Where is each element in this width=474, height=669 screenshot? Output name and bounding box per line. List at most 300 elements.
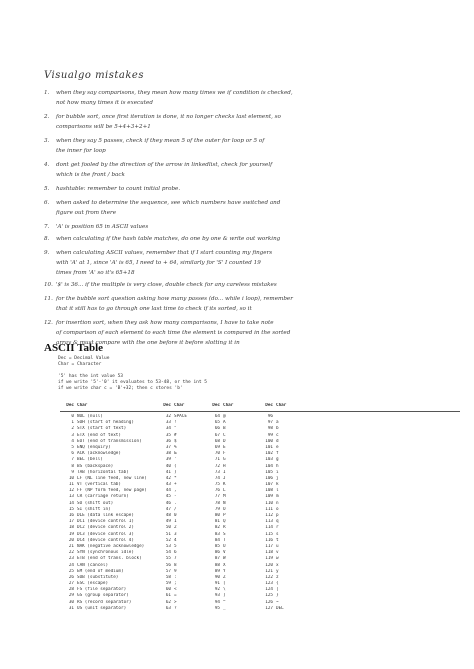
dec-cell: 6 — [71, 451, 74, 457]
char-cell: a — [276, 420, 279, 426]
char-cell: ; — [174, 581, 177, 587]
dec-cell: 114 — [265, 525, 273, 531]
notes-title: Visualgo mistakes — [44, 70, 144, 81]
dec-cell: 9 — [71, 469, 74, 475]
note-number: 1. — [44, 90, 50, 96]
char-cell: 7 — [174, 556, 177, 562]
char-cell: ` — [276, 414, 279, 419]
char-cell: 1 — [174, 519, 177, 525]
char-cell: s — [276, 531, 279, 537]
dec-cell: 43 — [165, 482, 171, 488]
char-cell: N — [223, 500, 226, 506]
char-cell: . — [174, 500, 177, 506]
note-number: 10. — [44, 282, 53, 288]
dec-cell: 24 — [68, 562, 74, 568]
dec-cell: 16 — [68, 513, 74, 518]
ascii-table-title: ASCII Table — [44, 342, 104, 354]
dec-cell: 53 — [165, 543, 171, 549]
dec-cell: 88 — [214, 562, 220, 568]
note-number: 9. — [44, 250, 50, 256]
char-cell: D — [223, 438, 226, 444]
ascii-examples — [58, 374, 207, 392]
char-cell: CR (carriage return) — [77, 494, 129, 500]
char-cell: e — [276, 444, 279, 450]
dec-cell: 126 — [265, 599, 273, 605]
char-cell: E — [223, 444, 226, 450]
column-header-char: Char — [223, 403, 234, 408]
dec-cell: 12 — [68, 488, 74, 494]
char-cell: $ — [174, 438, 177, 444]
dec-cell: 93 — [214, 593, 220, 599]
note-item — [44, 184, 460, 194]
char-cell: EOT (end of transmission) — [77, 438, 142, 444]
column-header-char: Char — [174, 403, 185, 408]
char-cell: Z — [223, 574, 226, 580]
dec-cell: 23 — [68, 556, 74, 562]
ascii-table — [60, 403, 460, 612]
char-cell: R — [223, 525, 226, 531]
dec-cell: 84 — [214, 537, 220, 543]
note-text: for insertion sort, when they ask how many comparisons, I have to take note of comparison of each element to each time the element is compared in the sorted array & must compare with the one before it before slotting it in — [56, 320, 291, 346]
column-header-char: Char — [276, 403, 287, 408]
char-cell: P — [223, 513, 226, 518]
dec-cell: 40 — [165, 463, 171, 469]
char-cell: V — [223, 550, 226, 556]
column-header-dec: Dec — [66, 403, 74, 408]
char-cell: } — [276, 593, 279, 599]
dec-cell: 42 — [165, 475, 171, 481]
dec-cell: 92 — [214, 587, 220, 593]
dec-cell: 125 — [265, 593, 273, 599]
dec-cell: 118 — [265, 550, 273, 556]
dec-cell: 81 — [214, 519, 220, 525]
dec-cell: 20 — [68, 537, 74, 543]
dec-cell: 109 — [265, 494, 273, 500]
note-item — [44, 160, 460, 180]
note-number: 6. — [44, 200, 50, 206]
dec-cell: 120 — [265, 562, 273, 568]
char-cell: " — [174, 426, 177, 432]
char-cell: t — [276, 537, 279, 543]
char-cell: & — [174, 451, 177, 457]
char-cell: W — [223, 556, 226, 562]
dec-cell: 30 — [68, 599, 74, 605]
char-cell: S — [223, 531, 226, 537]
char-cell: @ — [223, 414, 226, 419]
dec-cell: 116 — [265, 537, 273, 543]
dec-cell: 57 — [165, 568, 171, 574]
note-item — [44, 294, 460, 314]
char-cell: EM (end of medium) — [77, 568, 124, 574]
char-cell: CAN (cancel) — [77, 562, 109, 568]
char-cell: 9 — [174, 568, 177, 574]
dec-cell: 46 — [165, 500, 171, 506]
note-item — [44, 280, 460, 290]
dec-cell: 49 — [165, 519, 171, 525]
dec-cell: 44 — [165, 488, 171, 494]
char-cell: # — [174, 432, 177, 438]
note-item — [44, 222, 460, 232]
char-cell: ESC (escape) — [77, 581, 109, 587]
dec-cell: 91 — [214, 581, 220, 587]
char-cell: z — [276, 574, 279, 580]
dec-cell: 98 — [267, 426, 273, 432]
note-number: 12. — [44, 320, 53, 326]
dec-cell: 80 — [214, 513, 220, 518]
char-cell: Y — [223, 568, 226, 574]
note-number: 8. — [44, 236, 50, 242]
dec-cell: 123 — [265, 581, 273, 587]
char-cell: v — [276, 550, 279, 556]
char-cell: u — [276, 543, 279, 549]
char-cell: U — [223, 543, 226, 549]
dec-cell: 37 — [165, 444, 171, 450]
header-divider — [60, 411, 460, 412]
dec-cell: 33 — [165, 420, 171, 426]
char-cell: SPACE — [174, 414, 187, 419]
note-text: '$' is 36... if the multiple is very close, double check for any careless mistakes — [56, 282, 277, 288]
dec-cell: 97 — [267, 420, 273, 426]
note-item — [44, 198, 460, 218]
dec-cell: 56 — [165, 562, 171, 568]
char-cell: DC3 (device control 3) — [77, 531, 134, 537]
char-cell: 4 — [174, 537, 177, 543]
dec-cell: 19 — [68, 531, 74, 537]
note-item — [44, 248, 460, 278]
note-item — [44, 234, 460, 244]
char-cell: F — [223, 451, 226, 457]
char-cell: o — [276, 506, 279, 512]
note-number: 2. — [44, 114, 50, 120]
char-cell: * — [174, 475, 177, 481]
char-cell: Q — [223, 519, 226, 525]
char-cell: GS (group separator) — [77, 593, 129, 599]
dec-cell: 11 — [68, 482, 74, 488]
dec-cell: 0 — [71, 414, 74, 419]
char-cell: NAK (negative acknowledge) — [77, 543, 145, 549]
dec-cell: 3 — [71, 432, 74, 438]
dec-cell: 69 — [214, 444, 220, 450]
dec-cell: 31 — [68, 605, 74, 611]
example-line: if we write '5'-'0' it evaluates to 53-48, or the int 5 — [58, 380, 208, 385]
char-cell: ENQ (enquiry) — [77, 444, 111, 450]
dec-cell: 35 — [165, 432, 171, 438]
char-cell: ETB (end of trans. block) — [77, 556, 142, 562]
char-cell: c — [276, 432, 279, 438]
dec-cell: 62 — [165, 599, 171, 605]
char-cell: SYN (synchronous idle) — [77, 550, 134, 556]
dec-cell: 101 — [265, 444, 273, 450]
dec-cell: 122 — [265, 574, 273, 580]
dec-cell: 90 — [214, 574, 220, 580]
dec-cell: 105 — [265, 469, 273, 475]
char-cell: { — [276, 581, 279, 587]
char-cell: T — [223, 537, 226, 543]
char-cell: FF (NP form feed, new page) — [77, 488, 147, 494]
dec-cell: 77 — [214, 494, 220, 500]
note-text: for the bubble sort question asking how many passes (do... while i loop), remember that it still has to go through one last time to check if its sorted, so it — [56, 296, 293, 312]
char-cell: US (unit separator) — [77, 605, 127, 611]
char-cell: 5 — [174, 543, 177, 549]
dec-cell: 103 — [265, 457, 273, 463]
note-item — [44, 318, 460, 348]
dec-cell: 29 — [68, 593, 74, 599]
dec-cell: 13 — [68, 494, 74, 500]
char-cell: j — [276, 475, 279, 481]
dec-cell: 18 — [68, 525, 74, 531]
char-cell: NUL (null) — [77, 414, 103, 419]
char-cell: _ — [223, 605, 226, 611]
char-cell: ? — [174, 605, 177, 611]
char-cell: 0 — [174, 513, 177, 518]
note-text: when calculating ASCII values, remember that if I start counting my fingers with 'A' at 1, since 'A' is 65, I need to + 64, similarly for 'S' I counted 19 times from 'A' so it's 65+18 — [56, 250, 273, 276]
dec-cell: 5 — [71, 444, 74, 450]
dec-cell: 79 — [214, 506, 220, 512]
example-line: if we write char c = 'B'+32; then c stores 'b' — [58, 386, 183, 391]
dec-cell: 7 — [71, 457, 74, 463]
char-cell: DC1 (device control 1) — [77, 519, 134, 525]
dec-cell: 10 — [68, 475, 74, 481]
dec-cell: 100 — [265, 438, 273, 444]
char-cell: I — [223, 469, 226, 475]
char-cell: BEL (bell) — [77, 457, 103, 463]
char-cell: q — [276, 519, 279, 525]
char-cell: r — [276, 525, 279, 531]
char-cell: STX (start of text) — [77, 426, 127, 432]
note-text: hashtable: remember to count initial probe. — [56, 186, 181, 192]
dec-cell: 96 — [267, 414, 273, 419]
dec-cell: 58 — [165, 574, 171, 580]
char-cell: L — [223, 488, 226, 494]
note-text: when asked to determine the sequence, see which numbers have switched and figure out from there — [56, 200, 281, 216]
char-cell: H — [223, 463, 226, 469]
char-cell: , — [174, 488, 177, 494]
dec-cell: 85 — [214, 543, 220, 549]
dec-cell: 73 — [214, 469, 220, 475]
char-cell: % — [174, 444, 177, 450]
char-cell: 2 — [174, 525, 177, 531]
legend-line: Dec = Decimal Value — [58, 356, 110, 361]
dec-cell: 89 — [214, 568, 220, 574]
char-cell: y — [276, 568, 279, 574]
dec-cell: 113 — [265, 519, 273, 525]
char-cell: C — [223, 432, 226, 438]
char-cell: ACK (acknowledge) — [77, 451, 121, 457]
dec-cell: 71 — [214, 457, 220, 463]
note-number: 7. — [44, 224, 50, 230]
dec-cell: 72 — [214, 463, 220, 469]
dec-cell: 68 — [214, 438, 220, 444]
char-cell: / — [174, 506, 177, 512]
note-text: 'A' is position 65 in ASCII values — [56, 224, 149, 230]
note-text: when calculating if the hash table matches, do one by one & write out working — [56, 236, 281, 242]
dec-cell: 25 — [68, 568, 74, 574]
dec-cell: 21 — [68, 543, 74, 549]
dec-cell: 47 — [165, 506, 171, 512]
dec-cell: 112 — [265, 513, 273, 518]
char-cell: < — [174, 587, 177, 593]
char-cell: + — [174, 482, 177, 488]
dec-cell: 76 — [214, 488, 220, 494]
note-item — [44, 136, 460, 156]
char-cell: - — [174, 494, 177, 500]
dec-cell: 59 — [165, 581, 171, 587]
note-text: when they say comparisons, they mean how many times we if condition is checked, not how many times it is executed — [56, 90, 293, 106]
dec-cell: 107 — [265, 482, 273, 488]
char-cell: BS (backspace) — [77, 463, 114, 469]
dec-cell: 106 — [265, 475, 273, 481]
dec-cell: 102 — [265, 451, 273, 457]
note-number: 5. — [44, 186, 50, 192]
column-header-char: Char — [77, 403, 88, 408]
char-cell: DC4 (device control 4) — [77, 537, 134, 543]
dec-cell: 15 — [68, 506, 74, 512]
char-cell: i — [276, 469, 279, 475]
dec-cell: 41 — [165, 469, 171, 475]
dec-cell: 14 — [68, 500, 74, 506]
char-cell: K — [223, 482, 226, 488]
dec-cell: 48 — [165, 513, 171, 518]
column-header-dec: Dec — [163, 403, 171, 408]
char-cell: X — [223, 562, 226, 568]
example-line: '5' has the int value 53 — [58, 374, 124, 379]
dec-cell: 86 — [214, 550, 220, 556]
char-cell: \ — [223, 587, 226, 593]
char-cell: m — [276, 494, 279, 500]
char-cell: l — [276, 488, 279, 494]
table-row — [60, 606, 460, 612]
dec-cell: 26 — [68, 574, 74, 580]
dec-cell: 70 — [214, 451, 220, 457]
char-cell: ( — [174, 463, 177, 469]
dec-cell: 38 — [165, 451, 171, 457]
char-cell: k — [276, 482, 279, 488]
char-cell: ! — [174, 420, 177, 426]
char-cell: FS (file separator) — [77, 587, 127, 593]
char-cell: LF (NL line feed, new line) — [77, 475, 147, 481]
char-cell: M — [223, 494, 226, 500]
dec-cell: 82 — [214, 525, 220, 531]
char-cell: x — [276, 562, 279, 568]
char-cell: ^ — [223, 599, 226, 605]
dec-cell: 66 — [214, 426, 220, 432]
dec-cell: 60 — [165, 587, 171, 593]
dec-cell: 104 — [265, 463, 273, 469]
note-number: 11. — [44, 296, 53, 302]
dec-cell: 117 — [265, 543, 273, 549]
dec-cell: 124 — [265, 587, 273, 593]
char-cell: ) — [174, 469, 177, 475]
dec-cell: 8 — [71, 463, 74, 469]
ascii-table-header — [60, 403, 460, 410]
dec-cell: 115 — [265, 531, 273, 537]
dec-cell: 110 — [265, 500, 273, 506]
char-cell: SOH (start of heading) — [77, 420, 134, 426]
dec-cell: 74 — [214, 475, 220, 481]
char-cell: SO (shift out) — [77, 500, 114, 506]
char-cell: = — [174, 593, 177, 599]
ascii-legend — [58, 356, 109, 368]
char-cell: d — [276, 438, 279, 444]
char-cell: b — [276, 426, 279, 432]
column-header-dec: Dec — [212, 403, 220, 408]
dec-cell: 1 — [71, 420, 74, 426]
dec-cell: 2 — [71, 426, 74, 432]
char-cell: p — [276, 513, 279, 518]
char-cell: > — [174, 599, 177, 605]
char-cell: SUB (substitute) — [77, 574, 119, 580]
dec-cell: 54 — [165, 550, 171, 556]
note-text: when they say 5 passes, check if they mean 5 of the outer for loop or 5 of the inner for loop — [56, 138, 265, 154]
dec-cell: 83 — [214, 531, 220, 537]
dec-cell: 45 — [165, 494, 171, 500]
dec-cell: 39 — [165, 457, 171, 463]
char-cell: DLE (data link escape) — [77, 513, 134, 518]
char-cell: h — [276, 463, 279, 469]
dec-cell: 28 — [68, 587, 74, 593]
char-cell: TAB (horizontal tab) — [77, 469, 129, 475]
dec-cell: 127 — [265, 605, 273, 611]
dec-cell: 121 — [265, 568, 273, 574]
char-cell: B — [223, 426, 226, 432]
char-cell: ] — [223, 593, 226, 599]
dec-cell: 27 — [68, 581, 74, 587]
dec-cell: 78 — [214, 500, 220, 506]
dec-cell: 22 — [68, 550, 74, 556]
dec-cell: 67 — [214, 432, 220, 438]
char-cell: G — [223, 457, 226, 463]
note-text: for bubble sort, once first iteration is done, it no longer checks last element, so comparisons will be 5+4+3+2+1 — [56, 114, 281, 130]
note-item — [44, 88, 460, 108]
dec-cell: 17 — [68, 519, 74, 525]
char-cell: 3 — [174, 531, 177, 537]
dec-cell: 65 — [214, 420, 220, 426]
note-number: 3. — [44, 138, 50, 144]
legend-line: Char = Character — [58, 362, 102, 367]
dec-cell: 119 — [265, 556, 273, 562]
notes-list — [44, 88, 460, 348]
char-cell: O — [223, 506, 226, 512]
dec-cell: 63 — [165, 605, 171, 611]
dec-cell: 34 — [165, 426, 171, 432]
dec-cell: 64 — [214, 414, 220, 419]
char-cell: n — [276, 500, 279, 506]
dec-cell: 52 — [165, 537, 171, 543]
dec-cell: 61 — [165, 593, 171, 599]
char-cell: f — [276, 451, 279, 457]
note-item — [44, 112, 460, 132]
dec-cell: 108 — [265, 488, 273, 494]
dec-cell: 36 — [165, 438, 171, 444]
note-number: 4. — [44, 162, 50, 168]
dec-cell: 111 — [265, 506, 273, 512]
dec-cell: 94 — [214, 599, 220, 605]
dec-cell: 32 — [165, 414, 171, 419]
dec-cell: 50 — [165, 525, 171, 531]
char-cell: J — [223, 475, 226, 481]
dec-cell: 87 — [214, 556, 220, 562]
dec-cell: 75 — [214, 482, 220, 488]
char-cell: DC2 (device control 2) — [77, 525, 134, 531]
dec-cell: 95 — [214, 605, 220, 611]
char-cell: A — [223, 420, 226, 426]
char-cell: ETX (end of text) — [77, 432, 121, 438]
char-cell: RS (record separator) — [77, 599, 132, 605]
column-header-dec: Dec — [265, 403, 273, 408]
char-cell: SI (shift in) — [77, 506, 111, 512]
char-cell: [ — [223, 581, 226, 587]
dec-cell: 55 — [165, 556, 171, 562]
